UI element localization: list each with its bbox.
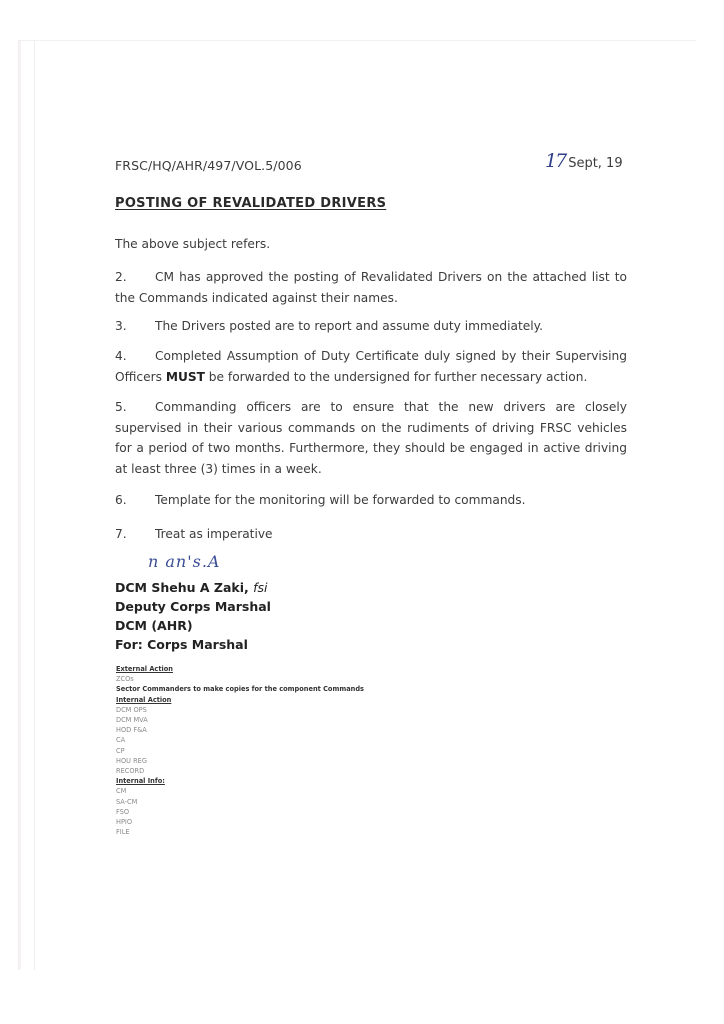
paragraph-text: The above subject refers. (115, 237, 271, 251)
distribution-item: DCM MVA (116, 716, 148, 725)
distribution-item: CM (116, 787, 127, 796)
paragraph-text-tail: be forwarded to the undersigned for further necessary action. (204, 369, 588, 384)
distribution-item: HOD F&A (116, 726, 147, 735)
handwritten-day: 17 (545, 150, 566, 172)
paragraph-text: The Drivers posted are to report and assume duty immediately. (155, 319, 543, 333)
distribution-item: CP (116, 746, 125, 755)
paragraph-text: Template for the monitoring will be forwarded to commands. (155, 493, 526, 507)
scan-border-left (18, 40, 21, 970)
paragraph-text: Commanding officers are to ensure that the new drivers are closely supervised in their various commands on the rudiments of driving FRSC vehicles for a period of two months. Furthermore, they should be engaged in active driving at least three (3) times in a week. (115, 400, 627, 476)
signatory-name: DCM Shehu A Zaki, (115, 580, 254, 595)
paragraph-text: CM has approved the posting of Revalidated Drivers on the attached list to the Commands indicated against their names. (115, 270, 627, 305)
paragraph-5 (115, 397, 627, 479)
reference-number: FRSC/HQ/AHR/497/VOL.5/006 (115, 158, 302, 173)
signatory-office: DCM (AHR) (115, 618, 193, 633)
paragraph-7 (115, 524, 627, 545)
paragraph-number: 6. (115, 493, 127, 507)
paragraph-number: 5. (115, 400, 127, 414)
distribution-item: CA (116, 736, 126, 745)
distribution-item: FILE (116, 828, 130, 837)
distribution-item: ZCOs (116, 675, 134, 684)
distribution-item: DCM OPS (116, 705, 147, 714)
signatory-block (115, 578, 271, 654)
letter-date (545, 150, 623, 172)
date-month-year: Sept, 19 (568, 156, 623, 171)
paragraph-1 (115, 234, 627, 255)
paragraph-text: Completed Assumption of Duty Certificate duly signed by their Supervising Officers (115, 349, 627, 384)
scan-border-top (18, 40, 696, 41)
signatory-name-line (115, 578, 271, 597)
distribution-item: FSO (116, 807, 130, 816)
signatory-for-line: For: Corps Marshal (115, 637, 248, 652)
external-action-note: Sector Commanders to make copies for the component Commands (116, 685, 364, 694)
paragraph-2 (115, 267, 627, 308)
scan-border-line (34, 40, 35, 970)
distribution-list (116, 664, 364, 837)
paragraph-4 (115, 346, 627, 387)
paragraph-number: 7. (115, 527, 127, 541)
paragraph-number: 3. (115, 319, 127, 333)
distribution-item: SA-CM (116, 797, 138, 806)
paragraph-number: 4. (115, 349, 127, 363)
paragraph-text: Treat as imperative (155, 527, 273, 541)
distribution-item: HPIO (116, 818, 133, 827)
external-action-header: External Action (116, 665, 173, 673)
handwritten-signature: n an's.A (148, 552, 221, 571)
signatory-suffix: fsi (253, 580, 268, 595)
paragraph-6 (115, 490, 627, 511)
signatory-rank: Deputy Corps Marshal (115, 599, 271, 614)
internal-action-header: Internal Action (116, 695, 172, 704)
distribution-item: RECORD (116, 767, 145, 776)
subject-heading: POSTING OF REVALIDATED DRIVERS (115, 196, 387, 211)
paragraph-number: 2. (115, 270, 127, 284)
distribution-item: HOU REG (116, 756, 147, 765)
internal-info-header: Internal Info: (116, 777, 165, 786)
paragraph-3 (115, 316, 627, 337)
emphasis-must: MUST (165, 369, 205, 384)
